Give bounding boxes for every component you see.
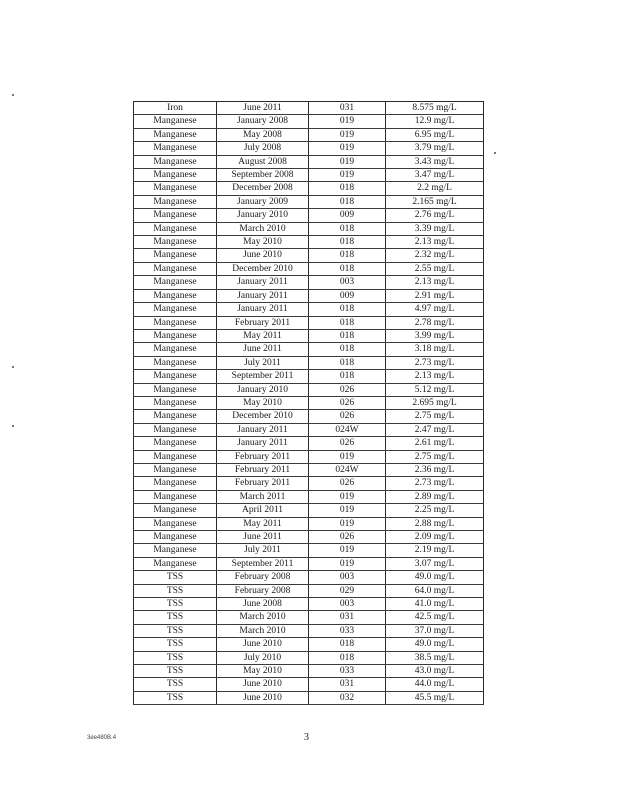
cell-parameter: Manganese [134, 115, 217, 128]
cell-outfall: 003 [309, 598, 386, 611]
cell-date: February 2008 [217, 584, 309, 597]
cell-parameter: Manganese [134, 557, 217, 570]
cell-date: July 2011 [217, 544, 309, 557]
cell-parameter: Iron [134, 102, 217, 115]
cell-value: 2.91 mg/L [386, 289, 484, 302]
cell-date: January 2010 [217, 383, 309, 396]
cell-date: May 2010 [217, 665, 309, 678]
table-row [134, 531, 484, 544]
cell-value: 42.5 mg/L [386, 611, 484, 624]
cell-date: January 2008 [217, 115, 309, 128]
cell-parameter: Manganese [134, 396, 217, 409]
cell-outfall: 024W [309, 463, 386, 476]
table-row [134, 477, 484, 490]
scan-speck [12, 366, 14, 368]
cell-outfall: 019 [309, 128, 386, 141]
cell-date: February 2011 [217, 316, 309, 329]
cell-parameter: Manganese [134, 195, 217, 208]
cell-parameter: Manganese [134, 249, 217, 262]
cell-outfall: 019 [309, 490, 386, 503]
cell-value: 38.5 mg/L [386, 651, 484, 664]
cell-value: 3.39 mg/L [386, 222, 484, 235]
cell-outfall: 019 [309, 544, 386, 557]
cell-value: 3.47 mg/L [386, 169, 484, 182]
cell-outfall: 018 [309, 343, 386, 356]
table-row [134, 303, 484, 316]
cell-date: August 2008 [217, 155, 309, 168]
cell-date: January 2010 [217, 209, 309, 222]
table-row [134, 624, 484, 637]
cell-parameter: TSS [134, 691, 217, 704]
cell-outfall: 026 [309, 396, 386, 409]
cell-outfall: 019 [309, 169, 386, 182]
cell-outfall: 026 [309, 531, 386, 544]
cell-parameter: Manganese [134, 423, 217, 436]
cell-date: May 2010 [217, 396, 309, 409]
cell-outfall: 031 [309, 102, 386, 115]
cell-outfall: 018 [309, 222, 386, 235]
cell-date: January 2011 [217, 276, 309, 289]
cell-value: 2.89 mg/L [386, 490, 484, 503]
cell-value: 37.0 mg/L [386, 624, 484, 637]
cell-value: 45.5 mg/L [386, 691, 484, 704]
cell-value: 2.47 mg/L [386, 423, 484, 436]
cell-outfall: 009 [309, 209, 386, 222]
cell-value: 3.99 mg/L [386, 329, 484, 342]
cell-outfall: 019 [309, 142, 386, 155]
violations-table [133, 101, 484, 705]
cell-value: 2.13 mg/L [386, 236, 484, 249]
cell-parameter: Manganese [134, 276, 217, 289]
cell-value: 2.36 mg/L [386, 463, 484, 476]
table-row [134, 504, 484, 517]
cell-outfall: 026 [309, 477, 386, 490]
cell-value: 2.13 mg/L [386, 370, 484, 383]
table-row [134, 638, 484, 651]
cell-parameter: TSS [134, 651, 217, 664]
cell-date: September 2011 [217, 557, 309, 570]
table-row [134, 410, 484, 423]
cell-outfall: 033 [309, 624, 386, 637]
cell-date: May 2008 [217, 128, 309, 141]
cell-date: June 2011 [217, 531, 309, 544]
table-row [134, 651, 484, 664]
table-row [134, 329, 484, 342]
cell-parameter: Manganese [134, 477, 217, 490]
table-row [134, 611, 484, 624]
cell-outfall: 003 [309, 571, 386, 584]
cell-outfall: 019 [309, 155, 386, 168]
cell-value: 12.9 mg/L [386, 115, 484, 128]
cell-value: 2.73 mg/L [386, 356, 484, 369]
cell-parameter: Manganese [134, 463, 217, 476]
cell-date: February 2011 [217, 463, 309, 476]
cell-date: June 2010 [217, 249, 309, 262]
table-row [134, 182, 484, 195]
cell-date: April 2011 [217, 504, 309, 517]
cell-outfall: 018 [309, 182, 386, 195]
cell-date: January 2011 [217, 423, 309, 436]
cell-date: December 2008 [217, 182, 309, 195]
cell-outfall: 033 [309, 665, 386, 678]
cell-value: 2.13 mg/L [386, 276, 484, 289]
cell-value: 2.61 mg/L [386, 437, 484, 450]
table-row [134, 249, 484, 262]
cell-outfall: 019 [309, 115, 386, 128]
cell-parameter: Manganese [134, 142, 217, 155]
cell-value: 49.0 mg/L [386, 638, 484, 651]
cell-outfall: 018 [309, 303, 386, 316]
cell-value: 3.07 mg/L [386, 557, 484, 570]
table-row [134, 142, 484, 155]
cell-date: January 2011 [217, 303, 309, 316]
cell-parameter: Manganese [134, 356, 217, 369]
table-row [134, 557, 484, 570]
cell-value: 49.0 mg/L [386, 571, 484, 584]
cell-date: May 2011 [217, 517, 309, 530]
cell-date: February 2011 [217, 477, 309, 490]
table-row [134, 691, 484, 704]
cell-parameter: Manganese [134, 128, 217, 141]
cell-date: March 2010 [217, 624, 309, 637]
cell-value: 64.0 mg/L [386, 584, 484, 597]
cell-date: May 2010 [217, 236, 309, 249]
table-row [134, 262, 484, 275]
cell-date: February 2008 [217, 571, 309, 584]
cell-value: 2.88 mg/L [386, 517, 484, 530]
cell-parameter: Manganese [134, 316, 217, 329]
cell-parameter: Manganese [134, 289, 217, 302]
table-row [134, 289, 484, 302]
table-row [134, 437, 484, 450]
cell-value: 2.2 mg/L [386, 182, 484, 195]
cell-value: 3.79 mg/L [386, 142, 484, 155]
scan-speck [12, 94, 14, 96]
cell-parameter: Manganese [134, 370, 217, 383]
table-row [134, 169, 484, 182]
cell-outfall: 018 [309, 236, 386, 249]
cell-outfall: 018 [309, 638, 386, 651]
cell-date: June 2010 [217, 638, 309, 651]
cell-value: 2.73 mg/L [386, 477, 484, 490]
cell-value: 3.43 mg/L [386, 155, 484, 168]
document-id: 3ee480B.4 [87, 735, 117, 741]
table-row [134, 102, 484, 115]
cell-parameter: TSS [134, 584, 217, 597]
cell-outfall: 024W [309, 423, 386, 436]
table-row [134, 450, 484, 463]
scan-speck [12, 425, 14, 427]
cell-parameter: Manganese [134, 383, 217, 396]
cell-value: 6.95 mg/L [386, 128, 484, 141]
cell-outfall: 009 [309, 289, 386, 302]
table-row [134, 665, 484, 678]
cell-value: 2.19 mg/L [386, 544, 484, 557]
cell-date: March 2011 [217, 490, 309, 503]
cell-parameter: Manganese [134, 517, 217, 530]
cell-value: 2.09 mg/L [386, 531, 484, 544]
cell-value: 5.12 mg/L [386, 383, 484, 396]
cell-outfall: 031 [309, 611, 386, 624]
cell-parameter: Manganese [134, 544, 217, 557]
table-row [134, 571, 484, 584]
cell-parameter: TSS [134, 611, 217, 624]
table-row [134, 463, 484, 476]
cell-value: 2.75 mg/L [386, 410, 484, 423]
cell-date: June 2011 [217, 102, 309, 115]
table-row [134, 155, 484, 168]
cell-value: 8.575 mg/L [386, 102, 484, 115]
page-number: 3 [304, 732, 309, 743]
cell-outfall: 003 [309, 276, 386, 289]
scan-speck [494, 152, 496, 154]
table-row [134, 115, 484, 128]
cell-outfall: 019 [309, 504, 386, 517]
table-row [134, 517, 484, 530]
cell-parameter: Manganese [134, 236, 217, 249]
table-row [134, 195, 484, 208]
cell-value: 2.55 mg/L [386, 262, 484, 275]
cell-value: 2.695 mg/L [386, 396, 484, 409]
cell-parameter: Manganese [134, 504, 217, 517]
cell-parameter: TSS [134, 624, 217, 637]
cell-parameter: Manganese [134, 169, 217, 182]
cell-value: 2.165 mg/L [386, 195, 484, 208]
cell-parameter: TSS [134, 665, 217, 678]
cell-date: June 2008 [217, 598, 309, 611]
cell-value: 4.97 mg/L [386, 303, 484, 316]
cell-outfall: 019 [309, 517, 386, 530]
table-row [134, 584, 484, 597]
table-row [134, 678, 484, 691]
table-row [134, 236, 484, 249]
cell-outfall: 018 [309, 370, 386, 383]
cell-parameter: Manganese [134, 450, 217, 463]
table-row [134, 396, 484, 409]
cell-parameter: Manganese [134, 209, 217, 222]
cell-date: July 2010 [217, 651, 309, 664]
table-row [134, 343, 484, 356]
cell-value: 2.78 mg/L [386, 316, 484, 329]
cell-date: January 2011 [217, 289, 309, 302]
cell-parameter: Manganese [134, 329, 217, 342]
cell-parameter: TSS [134, 598, 217, 611]
cell-value: 3.18 mg/L [386, 343, 484, 356]
cell-date: July 2008 [217, 142, 309, 155]
cell-outfall: 019 [309, 557, 386, 570]
cell-date: September 2011 [217, 370, 309, 383]
cell-outfall: 018 [309, 249, 386, 262]
cell-parameter: Manganese [134, 262, 217, 275]
cell-date: June 2010 [217, 678, 309, 691]
cell-parameter: Manganese [134, 490, 217, 503]
cell-outfall: 032 [309, 691, 386, 704]
cell-parameter: Manganese [134, 343, 217, 356]
cell-parameter: TSS [134, 571, 217, 584]
cell-value: 2.25 mg/L [386, 504, 484, 517]
table-row [134, 276, 484, 289]
cell-outfall: 019 [309, 450, 386, 463]
cell-date: December 2010 [217, 410, 309, 423]
cell-date: September 2008 [217, 169, 309, 182]
cell-value: 43.0 mg/L [386, 665, 484, 678]
cell-date: January 2011 [217, 437, 309, 450]
table-row [134, 370, 484, 383]
table-row [134, 316, 484, 329]
table-row [134, 128, 484, 141]
cell-outfall: 029 [309, 584, 386, 597]
table-row [134, 356, 484, 369]
cell-parameter: Manganese [134, 155, 217, 168]
cell-parameter: Manganese [134, 531, 217, 544]
cell-parameter: Manganese [134, 437, 217, 450]
cell-outfall: 018 [309, 356, 386, 369]
cell-date: March 2010 [217, 611, 309, 624]
cell-parameter: Manganese [134, 182, 217, 195]
cell-outfall: 026 [309, 437, 386, 450]
cell-parameter: TSS [134, 678, 217, 691]
table-row [134, 544, 484, 557]
cell-outfall: 018 [309, 262, 386, 275]
cell-outfall: 018 [309, 329, 386, 342]
cell-value: 2.32 mg/L [386, 249, 484, 262]
cell-date: May 2011 [217, 329, 309, 342]
cell-parameter: Manganese [134, 303, 217, 316]
cell-date: January 2009 [217, 195, 309, 208]
cell-outfall: 018 [309, 651, 386, 664]
table-row [134, 423, 484, 436]
cell-outfall: 026 [309, 383, 386, 396]
cell-value: 41.0 mg/L [386, 598, 484, 611]
table-row [134, 209, 484, 222]
cell-parameter: Manganese [134, 410, 217, 423]
cell-date: July 2011 [217, 356, 309, 369]
table-row [134, 598, 484, 611]
table-row [134, 222, 484, 235]
cell-outfall: 018 [309, 195, 386, 208]
cell-parameter: TSS [134, 638, 217, 651]
cell-outfall: 018 [309, 316, 386, 329]
table-row [134, 383, 484, 396]
cell-date: June 2011 [217, 343, 309, 356]
cell-date: February 2011 [217, 450, 309, 463]
cell-outfall: 026 [309, 410, 386, 423]
cell-date: June 2010 [217, 691, 309, 704]
table-body [134, 102, 484, 705]
cell-date: March 2010 [217, 222, 309, 235]
cell-parameter: Manganese [134, 222, 217, 235]
cell-date: December 2010 [217, 262, 309, 275]
cell-value: 2.76 mg/L [386, 209, 484, 222]
cell-outfall: 031 [309, 678, 386, 691]
cell-value: 2.75 mg/L [386, 450, 484, 463]
cell-value: 44.0 mg/L [386, 678, 484, 691]
table-row [134, 490, 484, 503]
